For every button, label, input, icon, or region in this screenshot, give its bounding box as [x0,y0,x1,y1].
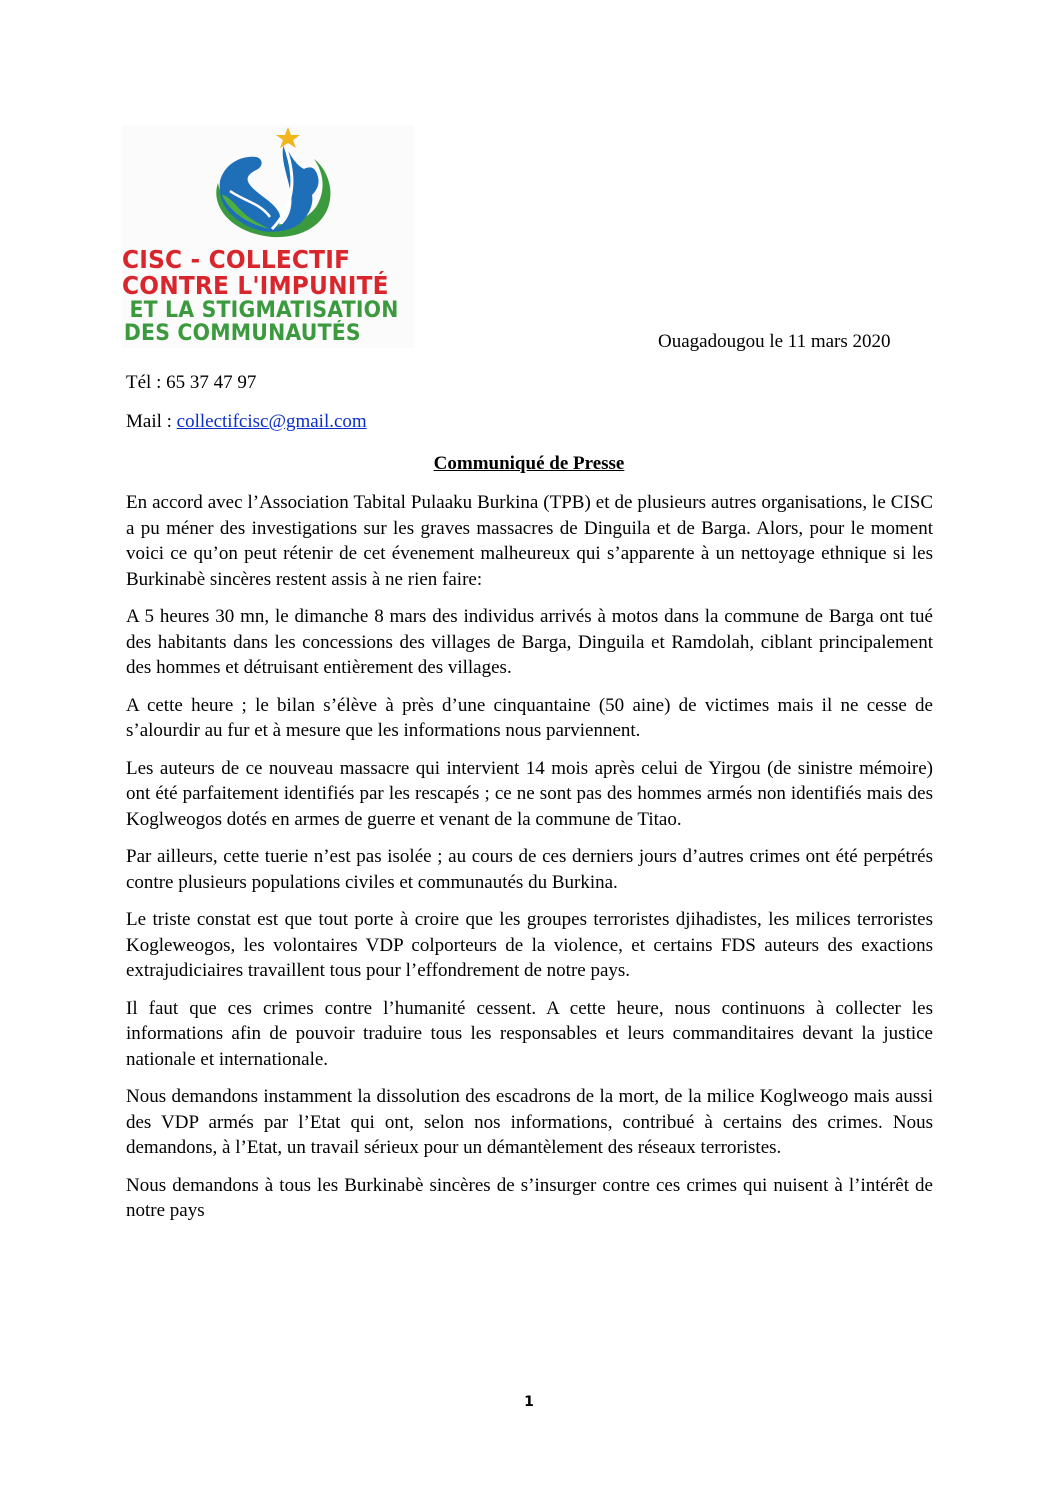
paragraph: Nous demandons instamment la dissolution des escadrons de la mort, de la milice Koglweogo mais aussi des VDP armés par l’Etat qui ont, selon nos informations, contribué à certains des crimes. Nous demandons, à l’Etat, un travail sérieux pour un démantèlement des réseaux terroristes. [126,1086,933,1158]
document-body [126,490,933,1236]
cisc-logo [122,125,414,348]
paragraph: A cette heure ; le bilan s’élève à près d’une cinquantaine (50 aine) de victimes mais il ne cesse de s’alourdir au fur et à mesure que les informations nous parviennent. [126,694,933,741]
logo-wordmark [122,247,414,345]
paragraph: Par ailleurs, cette tuerie n’est pas isolée ; au cours de ces derniers jours d’autres crimes ont été perpétrés contre plusieurs populations civiles et communautés du Burkina. [126,846,933,893]
paragraph: A 5 heures 30 mn, le dimanche 8 mars des individus arrivés à motos dans la commune de Barga ont tué des habitants dans les concessions des villages de Barga, Dinguila et Ramdolah, ciblant principalement des hommes et détruisant entièrement des villages. [126,606,933,678]
logo-line-4: DES COMMUNAUTÉS [123,321,361,346]
paragraph: En accord avec l’Association Tabital Pulaaku Burkina (TPB) et de plusieurs autres organisations, le CISC a pu méner des investigations sur les graves massacres de Dinguila et de Barga. Alors, pour le moment voici ce qu’on peut rétenir de cet évenement malheureux qui s’apparente à un nettoyage ethnique si les Burkinabè sincères restent assis à ne rien faire: [126,492,933,590]
paragraph: Il faut que ces crimes contre l’humanité cessent. A cette heure, nous continuons à collecter les informations afin de pouvoir traduire tous les responsables et leurs commanditaires devant la justice nationale et internationale. [126,997,933,1070]
logo-line-1: CISC - COLLECTIF [122,245,351,274]
contact-phone: Tél : 65 37 47 97 [126,372,257,393]
paragraph: Les auteurs de ce nouveau massacre qui intervient 14 mois après celui de Yirgou (de sinistre mémoire) ont été parfaitement identifiés par les rescapés ; ce ne sont pas des hommes armés non identifiés mais des Koglweogos dotés en armes de guerre et venant de la commune de Titao. [126,757,933,830]
contact-email [126,411,367,433]
document-date: Ouagadougou le 11 mars 2020 [658,331,891,352]
document-title: Communiqué de Presse [433,453,625,474]
logo-line-2: CONTRE L'IMPUNITÉ [122,271,389,300]
page-number: 1 [524,1394,534,1410]
email-link[interactable]: collectifcisc@gmail.com [176,411,367,432]
paragraph: Nous demandons à tous les Burkinabè sincères de s’insurger contre ces crimes qui nuisent à l’intérêt de notre pays [126,1174,933,1221]
paragraph: Le triste constat est que tout porte à croire que les groupes terroristes djihadistes, les milices terroristes Kogleweogos, les volontaires VDP colporteurs de la violence, et certains FDS auteurs des exactions extrajudiciaires travaillent tous pour l’effondrement de notre pays. [126,909,933,981]
email-label: Mail : [126,411,177,432]
cisc-emblem-icon [200,125,340,245]
logo-line-3: ET LA STIGMATISATION [129,298,399,323]
